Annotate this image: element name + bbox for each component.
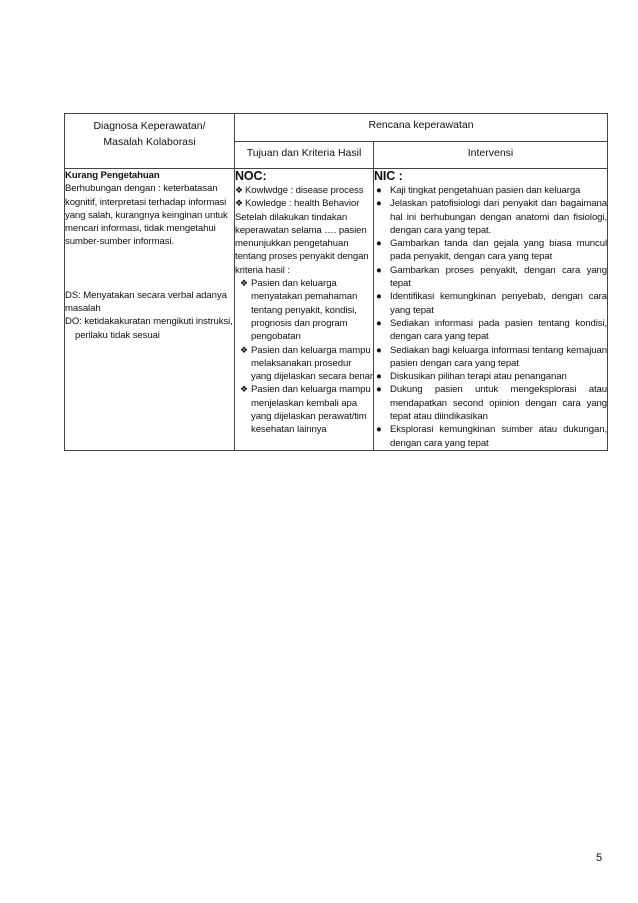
diagnosa-cell [65, 169, 235, 451]
bullet-icon: ● [376, 238, 382, 250]
care-plan-table [64, 113, 608, 451]
diamond-bullet-icon: ❖ [235, 198, 243, 209]
diamond-bullet-icon: ❖ [240, 344, 248, 355]
bullet-icon: ● [376, 185, 382, 196]
list-item: ❖ Kowledge : health Behavior [235, 198, 360, 210]
diagnosa-ds: DS: Menyatakan secara verbal adanya masalah [65, 289, 227, 315]
bullet-icon: ● [376, 424, 382, 436]
diagnosa-body: Berhubungan dengan : keterbatasan kognitif, interpretasi terhadap informasi yang salah, kurangnya keinginan untuk mencari informasi, tidak mengetahui sumber-sumber informasi. [65, 183, 228, 248]
bullet-icon: ● [376, 344, 382, 356]
noc-list-2 [235, 277, 373, 437]
nic-list [374, 184, 607, 450]
list-item: ● Kaji tingkat pengetahuan pasien dan keluarga [376, 185, 581, 196]
list-item: ● Diskusikan pilihan terapi atau penanganan [376, 371, 567, 383]
bullet-icon: ● [376, 264, 382, 276]
noc-cell [235, 169, 374, 451]
list-item: ❖ Pasien dan keluarga mampu melaksanakan prosedur yang dijelaskan secara benar [240, 344, 373, 383]
bullet-icon: ● [376, 384, 382, 396]
diagnosa-do: DO: ketidakakuratan mengikuti instruksi, perilaku tidak sesuai [65, 316, 233, 341]
list-item: ● Gambarkan tanda dan gejala yang biasa muncul pada penyakit, dengan cara yang tepat [376, 238, 608, 263]
diagnosa-title: Kurang Pengetahuan [65, 170, 160, 181]
list-item: ● Sediakan informasi pada pasien tentang kondisi, dengan cara yang tepat [376, 317, 608, 343]
list-item: ● Jelaskan patofisiologi dari penyakit dan bagaimana hal ini berhubungan dengan anatomi dan fisiologi, dengan cara yang tepat. [376, 198, 608, 236]
list-item: ❖ Pasien dan keluarga menyatakan pemahaman tentang penyakit, kondisi, prognosis dan program pengobatan [240, 278, 358, 343]
header-diagnosa-line1: Diagnosa Keperawatan/ [93, 120, 206, 132]
list-item: ❖ Kowlwdge : disease process [235, 185, 364, 196]
bullet-icon: ● [376, 371, 382, 383]
header-rencana: Rencana keperawatan [235, 114, 608, 142]
bullet-icon: ● [376, 291, 382, 303]
header-diagnosa-line2: Masalah Kolaborasi [103, 136, 196, 148]
header-intervensi: Intervensi [374, 142, 608, 169]
list-item: ❖ Pasien dan keluarga mampu menjelaskan kembali apa yang dijelaskan perawat/tim kesehatan lainnya [240, 384, 371, 436]
bullet-icon: ● [376, 317, 382, 329]
list-item: ● Gambarkan proses penyakit, dengan cara yang tepat [376, 264, 608, 290]
list-item: ● Sediakan bagi keluarga informasi tentang kemajuan pasien dengan cara yang tepat [376, 344, 608, 369]
nic-title: NIC : [374, 169, 403, 183]
bullet-icon: ● [376, 198, 382, 210]
noc-list-1 [235, 184, 373, 211]
header-tujuan: Tujuan dan Kriteria Hasil [235, 142, 374, 169]
diamond-bullet-icon: ❖ [235, 185, 243, 195]
nic-cell [374, 169, 608, 451]
list-item: ● Identifikasi kemungkinan penyebab, dengan cara yang tepat [376, 291, 608, 316]
header-diagnosa [65, 114, 235, 169]
diamond-bullet-icon: ❖ [240, 278, 248, 289]
page-number: 5 [596, 852, 603, 864]
list-item: ● Dukung pasien untuk mengeksplorasi atau mendapatkan second opinion dengan cara yang tepat atau diindikasikan [376, 384, 608, 423]
noc-paragraph: Setelah dilakukan tindakan keperawatan selama …. pasien menunjukkan pengetahuan tentang proses penyakit dengan kriteria hasil : [235, 211, 369, 276]
list-item: ● Eksplorasi kemungkinan sumber atau dukungan, dengan cara yang tepat [376, 424, 608, 449]
diamond-bullet-icon: ❖ [240, 384, 248, 395]
noc-title: NOC: [235, 169, 267, 183]
